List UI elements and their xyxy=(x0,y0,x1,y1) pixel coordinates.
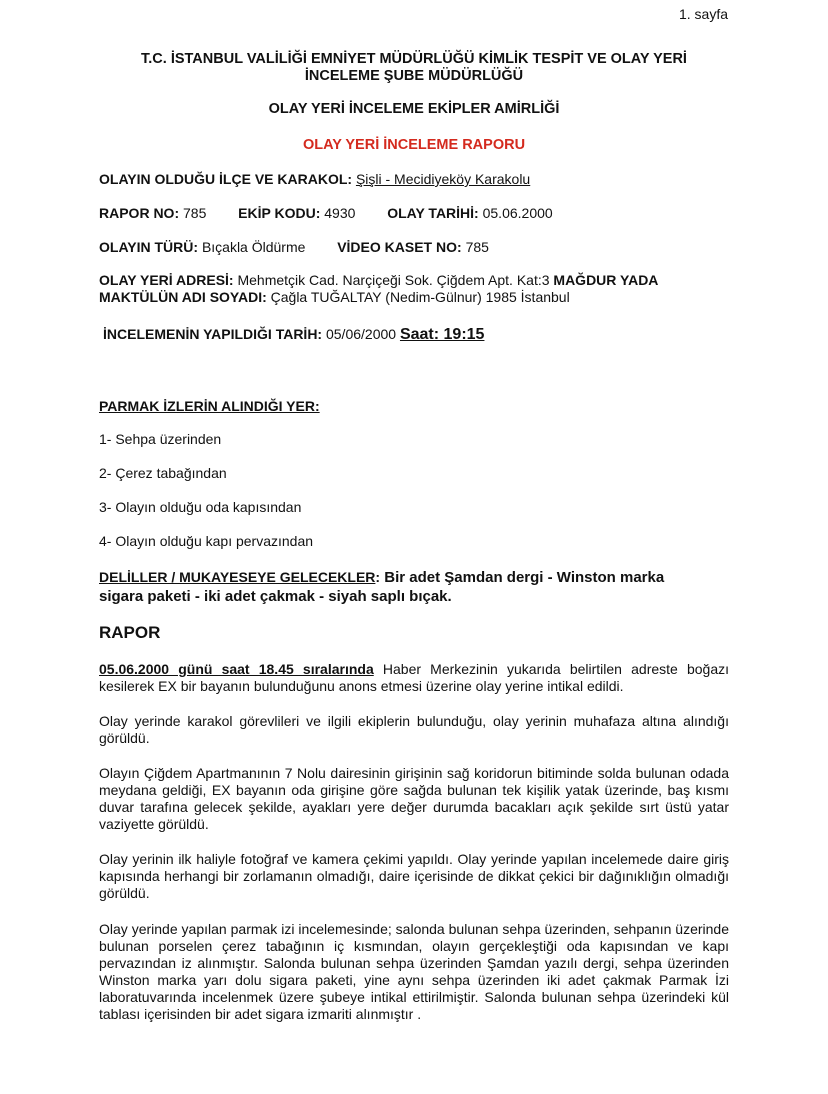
report-paragraph-4: Olay yerinin ilk haliyle fotoğraf ve kamera çekimi yapıldı. Olay yerinde yapılan incelemede daire giriş kapısında herhangi bir zorlamanın olmadığı, daire içerisinde de dikkat çekici bir dağınıklığın olmadığı görüldü. xyxy=(99,851,729,901)
page-number: 1. sayfa xyxy=(678,6,728,22)
victim-value: Çağla TUĞALTAY (Nedim-Gülnur) 1985 İstanbul xyxy=(270,289,570,305)
incident-date-label: OLAY TARİHİ: xyxy=(387,205,479,221)
evidence-text-1: Bir adet Şamdan dergi - Winston marka xyxy=(380,569,665,586)
district-value: Şişli - Mecidiyeköy Karakolu xyxy=(355,171,531,187)
report-paragraph-3: Olayın Çiğdem Apartmanının 7 Nolu dairesinin girişinin sağ koridorun bitiminde solda bulunan odada meydana geldiği, EX bayanın oda girişine göre sağda bulunan tek kişilik yatak üzerinde, baş kısmı duvar tarafına gelecek şekilde, ayakları yere değer durumda bacakları açık şekilde sırt üstü yatar vaziyette görüldü. xyxy=(99,765,729,832)
fingerprint-item: 2- Çerez tabağından xyxy=(99,465,227,481)
evidence-text-2: sigara paketi - iki adet çakmak - siyah saplı bıçak. xyxy=(99,588,452,605)
header-subtitle: OLAY YERİ İNCELEME EKİPLER AMİRLİĞİ xyxy=(268,101,560,117)
incident-type-value: Bıçakla Öldürme xyxy=(201,239,306,255)
incident-type-row xyxy=(99,239,489,255)
district-label: OLAYIN OLDUĞU İLÇE VE KARAKOL: xyxy=(99,171,353,187)
incident-type-label: OLAYIN TÜRÜ: xyxy=(99,239,199,255)
evidence-block xyxy=(99,568,729,606)
evidence-label: DELİLLER / MUKAYESEYE GELECEKLER xyxy=(99,569,376,585)
exam-date-value: 05/06/2000 xyxy=(325,326,397,342)
address-value: Mehmetçik Cad. Narçiçeği Sok. Çiğdem Apt. Kat:3 xyxy=(237,272,550,288)
video-value: 785 xyxy=(465,239,489,255)
evidence-colon: : xyxy=(375,569,381,585)
video-label: VİDEO KASET NO: xyxy=(337,239,462,255)
header-line-1: T.C. İSTANBUL VALİLİĞİ EMNİYET MÜDÜRLÜĞÜ KİMLİK TESPİT VE OLAY YERİ xyxy=(141,51,687,67)
report-info-row xyxy=(99,205,553,221)
report-paragraph-5: Olay yerinde yapılan parmak izi incelemesinde; salonda bulunan sehpa üzerinden, sehpanın üzerinde bulunan porselen çerez tabağının iç kısmından, olayın gerçekleştiği oda kapısından ve kapı pervazından iz alınmıştır. Salonda bulunan sehpa üzerinden Şamdan yazılı dergi, sehpa üzerinden Winston marka yarı dolu sigara paketi, yine aynı sehpa üzerinden iki adet çakmak Parmak İzi laboratuvarında incelenmek üzere şubeye intikal ettirilmiştir. Salonda bulunan sehpa üzerindeki kül tablası içerisinden bir adet sigara izmariti alınmıştır . xyxy=(99,921,729,1022)
address-block xyxy=(99,272,729,306)
address-label: OLAY YERİ ADRESİ: xyxy=(99,272,234,288)
report-p1-lead: 05.06.2000 günü saat 18.45 sıralarında xyxy=(99,661,374,677)
report-p1-rest: Haber Merkezinin yukarıda belirtilen adreste boğazı kesilerek EX bir bayanın bulunduğunu anons etmesi üzerine olay yerine intikal edildi. xyxy=(99,661,729,694)
victim-label-1: MAĞDUR YADA xyxy=(553,272,659,288)
report-heading: RAPOR xyxy=(99,623,161,642)
report-no-value: 785 xyxy=(183,205,207,221)
fingerprints-heading: PARMAK İZLERİN ALINDIĞI YER: xyxy=(99,398,320,414)
exam-date-label: İNCELEMENİN YAPILDIĞI TARİH: xyxy=(103,326,323,342)
team-code-value: 4930 xyxy=(324,205,356,221)
header-line-2: İNCELEME ŞUBE MÜDÜRLÜĞÜ xyxy=(304,68,524,84)
exam-time: Saat: 19:15 xyxy=(399,326,485,343)
report-paragraph-2: Olay yerinde karakol görevlileri ve ilgili ekiplerin bulunduğu, olay yerinin muhafaza altına alındığı görüldü. xyxy=(99,713,729,746)
incident-date-value: 05.06.2000 xyxy=(482,205,553,221)
victim-label-2: MAKTÜLÜN ADI SOYADI: xyxy=(99,289,267,305)
team-code-label: EKİP KODU: xyxy=(238,205,321,221)
report-paragraph-1 xyxy=(99,661,729,695)
fingerprint-item: 1- Sehpa üzerinden xyxy=(99,431,222,447)
district-row xyxy=(99,171,530,187)
report-title: OLAY YERİ İNCELEME RAPORU xyxy=(302,137,526,153)
fingerprint-item: 3- Olayın olduğu oda kapısından xyxy=(99,499,302,515)
exam-date-row xyxy=(103,326,484,344)
report-no-label: RAPOR NO: xyxy=(99,205,180,221)
fingerprint-item: 4- Olayın olduğu kapı pervazından xyxy=(99,533,314,549)
